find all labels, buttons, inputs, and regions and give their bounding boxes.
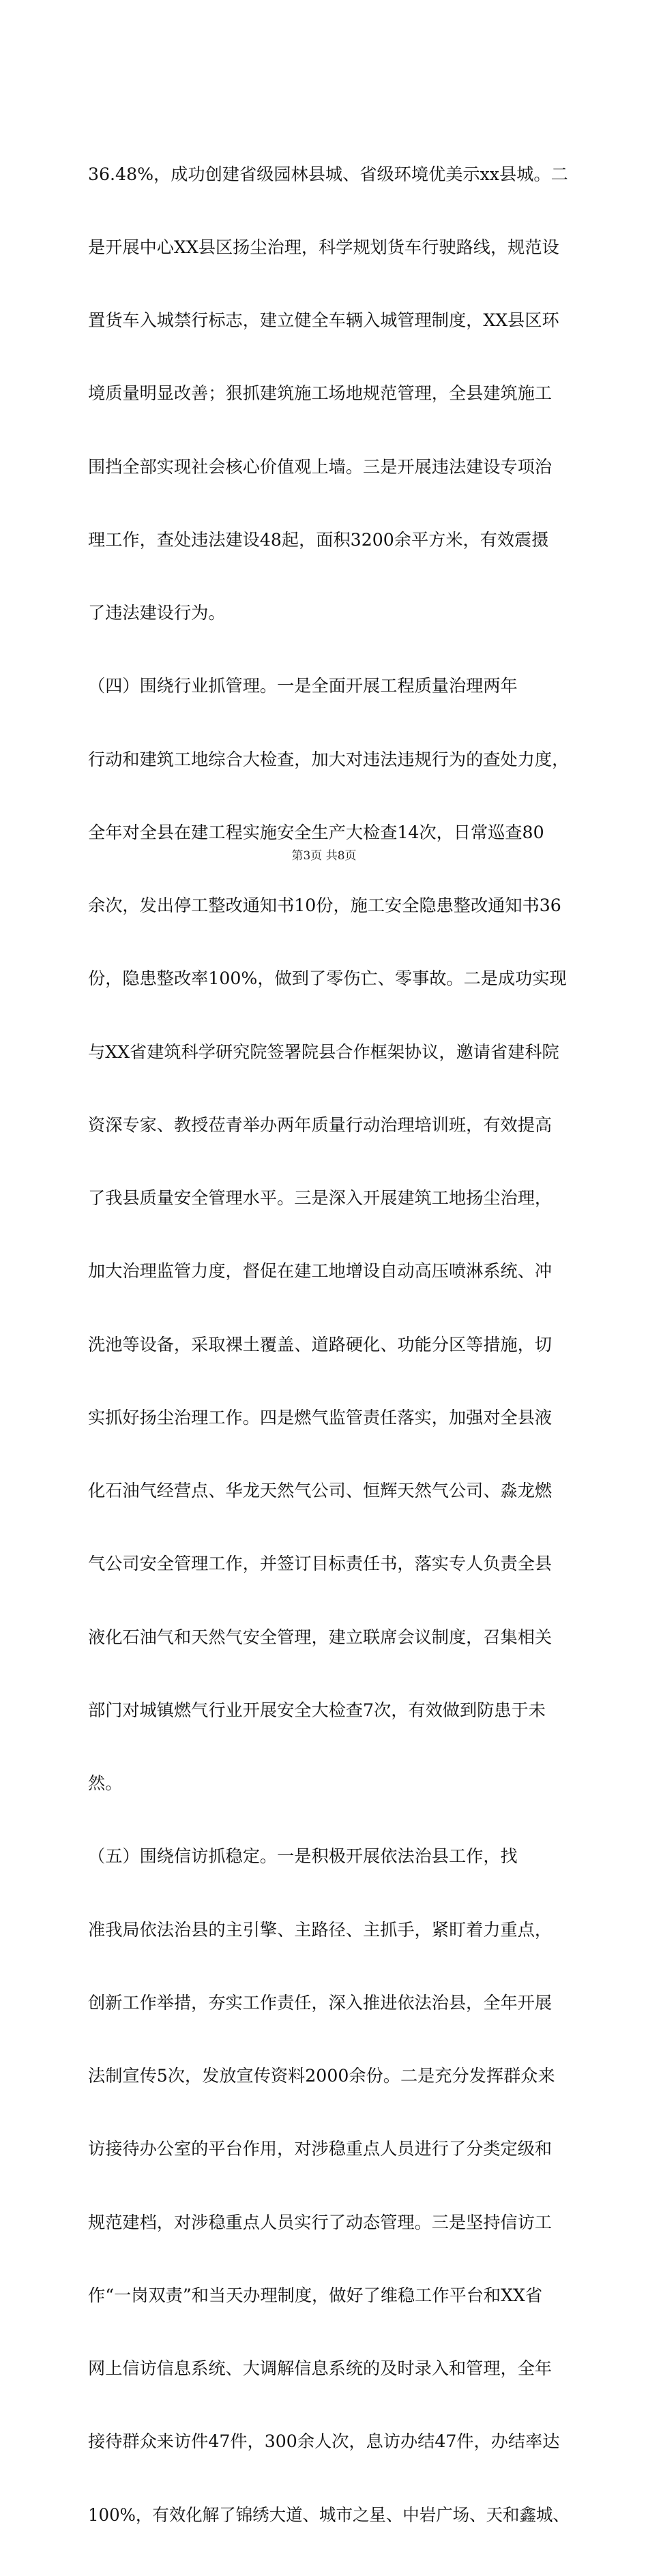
page-number: 第3页 共8页 bbox=[291, 849, 357, 863]
text-line: 作“一岗双责”和当天办理制度，做好了维稳工作平台和XX省 bbox=[88, 2285, 543, 2305]
text-line: 准我局依法治县的主引擎、主路径、主抓手，紧盯着力重点， bbox=[88, 1919, 553, 1940]
text-line: 接待群众来访件47件，300余人次，息访办结47件，办结率达 bbox=[88, 2431, 560, 2452]
text-line: 份，隐患整改率100%，做到了零伤亡、零事故。二是成功实现 bbox=[88, 968, 567, 989]
page-footer bbox=[0, 848, 648, 863]
text-line: 网上信访信息系统、大调解信息系统的及时录入和管理，全年 bbox=[88, 2358, 553, 2378]
text-line: 部门对城镇燃气行业开展安全大检查7次，有效做到防患于未 bbox=[88, 1700, 546, 1720]
text-line: 36.48%，成功创建省级园林县城、省级环境优美示xx县城。二 bbox=[88, 164, 568, 184]
text-line: 100%，有效化解了锦绣大道、城市之星、中岩广场、天和鑫城、 bbox=[88, 2504, 570, 2525]
text-line: 实抓好扬尘治理工作。四是燃气监管责任落实，加强对全县液 bbox=[88, 1407, 553, 1427]
document-body bbox=[88, 113, 570, 2576]
text-line: 加大治理监管力度，督促在建工地增设自动高压喷淋系统、冲 bbox=[88, 1261, 553, 1282]
text-line: 规范建档，对涉稳重点人员实行了动态管理。三是坚持信访工 bbox=[88, 2212, 553, 2232]
text-line: 境质量明显改善；狠抓建筑施工场地规范管理，全县建筑施工 bbox=[88, 383, 553, 404]
text-line: 了违法建设行为。 bbox=[88, 603, 226, 623]
text-line: 是开展中心XX县区扬尘治理，科学规划货车行驶路线，规范设 bbox=[88, 237, 559, 257]
text-line: 全年对全县在建工程实施安全生产大检查14次，日常巡查80 bbox=[88, 822, 544, 842]
section-heading-line: （五）围绕信访抓稳定。一是积极开展依法治县工作，找 bbox=[88, 1846, 518, 1867]
text-line: 置货车入城禁行标志，建立健全车辆入城管理制度，XX县区环 bbox=[88, 310, 559, 330]
text-line: 液化石油气和天然气安全管理，建立联席会议制度，召集相关 bbox=[88, 1627, 553, 1647]
text-line: 然。 bbox=[88, 1773, 123, 1793]
text-line: 行动和建筑工地综合大检查，加大对违法违规行为的查处力度， bbox=[88, 749, 570, 769]
text-line: 与XX省建筑科学研究院签署院县合作框架协议，邀请省建科院 bbox=[88, 1041, 559, 1062]
section-heading-line: （四）围绕行业抓管理。一是全面开展工程质量治理两年 bbox=[88, 676, 518, 696]
text-line: 气公司安全管理工作，并签订目标责任书，落实专人负责全县 bbox=[88, 1554, 553, 1574]
text-line: 了我县质量安全管理水平。三是深入开展建筑工地扬尘治理， bbox=[88, 1188, 553, 1208]
text-line: 余次，发出停工整改通知书10份，施工安全隐患整改通知书36 bbox=[88, 895, 561, 915]
body-text bbox=[88, 113, 570, 2576]
text-line: 围挡全部实现社会核心价值观上墙。三是开展违法建设专项治 bbox=[88, 456, 553, 477]
text-line: 创新工作举措，夯实工作责任，深入推进依法治县，全年开展 bbox=[88, 1992, 553, 2013]
text-line: 法制宣传5次，发放宣传资料2000余份。二是充分发挥群众来 bbox=[88, 2066, 555, 2086]
text-line: 资深专家、教授莅青举办两年质量行动治理培训班，有效提高 bbox=[88, 1114, 553, 1135]
text-line: 理工作，查处违法建设48起，面积3200余平方米，有效震摄 bbox=[88, 529, 549, 550]
text-line: 访接待办公室的平台作用，对涉稳重点人员进行了分类定级和 bbox=[88, 2139, 553, 2159]
text-line: 洗池等设备，采取裸土覆盖、道路硬化、功能分区等措施，切 bbox=[88, 1334, 553, 1354]
text-line: 化石油气经营点、华龙天然气公司、恒辉天然气公司、淼龙燃 bbox=[88, 1481, 553, 1500]
